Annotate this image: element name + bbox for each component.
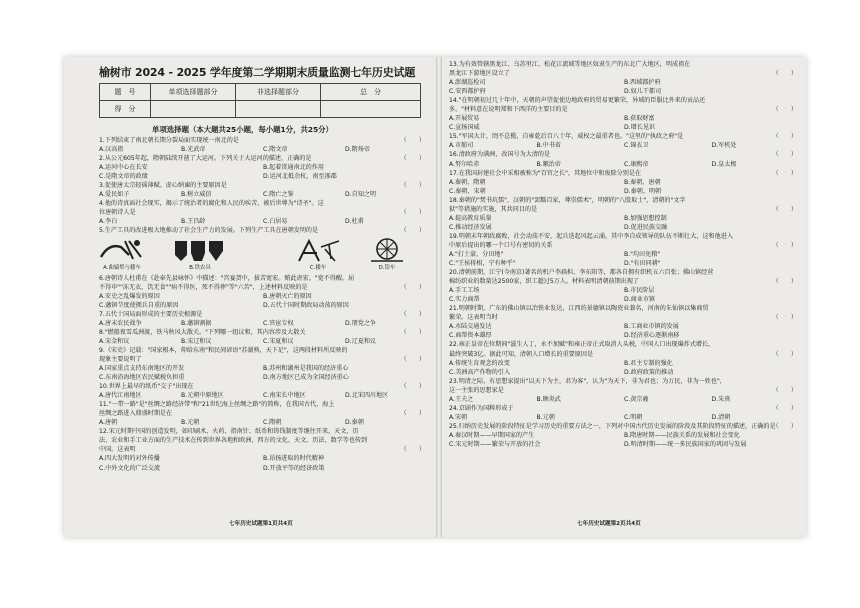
answer-options bbox=[449, 431, 799, 440]
answer-option: C.中外文化的广泛交流 bbox=[99, 464, 161, 472]
answer-option: A.提高教育质量 bbox=[449, 214, 492, 222]
question-line bbox=[449, 60, 799, 69]
question-line bbox=[99, 328, 427, 337]
page-2 bbox=[442, 57, 806, 537]
answer-bracket[interactable]: （ ） bbox=[772, 151, 797, 159]
question-text: 23.明清之际，有思想家提出"以天下为主，君为客"，认为"为天下，非为君也；为万民，非为一姓也"， bbox=[449, 377, 726, 385]
question-text: 8."燃船夜雪瓜洲渡，铁马秋风大散关。"下列哪一组议和，其内容涉及大散关 bbox=[99, 328, 306, 336]
answer-option: C.黄宗羲 bbox=[624, 395, 649, 403]
page-footer: 七年历史试题第2页共4页 bbox=[577, 521, 641, 527]
answer-option: D.五代十国时期政局动荡的原因 bbox=[263, 301, 349, 309]
answer-option: D.北宋四川地区 bbox=[345, 392, 389, 400]
question-line bbox=[449, 313, 799, 322]
score-table-header-row bbox=[100, 84, 421, 101]
answer-option: B.市民阶层 bbox=[624, 287, 655, 295]
answer-option: A.宋朝 bbox=[449, 413, 468, 421]
answer-bracket[interactable]: （ ） bbox=[400, 283, 425, 291]
answer-options bbox=[99, 454, 427, 463]
question-line bbox=[449, 205, 799, 214]
answer-option: A.爱民如子 bbox=[99, 191, 130, 199]
question-line bbox=[99, 310, 427, 319]
answer-option: B.获取财富 bbox=[624, 115, 655, 123]
question-text: 17.在我国封建社会中采相被称为"百官之长"，其地位中和废除分别是在 bbox=[449, 169, 642, 177]
question-line bbox=[99, 400, 427, 409]
tool-figure bbox=[171, 237, 229, 273]
answer-option: B.宋辽和议 bbox=[181, 337, 212, 345]
answer-option: D.开放平等的经济政策 bbox=[263, 464, 325, 472]
answer-option: B."均田免粮" bbox=[624, 250, 661, 258]
answer-option: C.明朝 bbox=[624, 413, 643, 421]
answer-option: A.唐末农民战争 bbox=[99, 319, 142, 327]
answer-option: A.开展贸易 bbox=[449, 115, 480, 123]
question-text: 21.明朝时期，广东的佛山镇以冶铁业发达，江西的景德镇以陶瓷业兼名，河南的朱仙镇以集商贸 bbox=[449, 305, 709, 313]
score-cell-blank bbox=[151, 101, 236, 118]
tool-caption: D.筒车 bbox=[378, 264, 396, 271]
question-line bbox=[99, 436, 427, 445]
answer-bracket[interactable]: （ ） bbox=[400, 182, 425, 190]
seed-drill-icon bbox=[295, 237, 341, 263]
answer-bracket[interactable]: （ ） bbox=[772, 350, 797, 358]
answer-bracket[interactable]: （ ） bbox=[400, 209, 425, 217]
answer-bracket[interactable]: （ ） bbox=[772, 133, 797, 141]
answer-bracket[interactable]: （ ） bbox=[772, 169, 797, 177]
answer-options bbox=[99, 364, 427, 373]
question-text: 11."一带一路"是"丝绸之路经济带"和"21世纪海上丝绸之路"的简称，在我国古代，海上 bbox=[99, 401, 335, 409]
answer-option: D.朱熹 bbox=[711, 395, 731, 403]
question-line bbox=[99, 274, 427, 283]
score-table bbox=[99, 83, 421, 118]
answer-option: C.实力商帮 bbox=[449, 296, 480, 304]
answer-option: D.南方地区已成为全国经济重心 bbox=[263, 374, 349, 382]
question-text: 13.为有效管辖黑龙江、乌苏里江、松花江流域等地区奴隶生产的东北广大地区，明成祖在 bbox=[449, 61, 691, 68]
score-cell-blank bbox=[321, 101, 421, 118]
question-line bbox=[99, 409, 427, 418]
answer-option: B.西域都护府 bbox=[624, 79, 661, 87]
answer-option: D.杜甫 bbox=[345, 218, 364, 226]
answer-option: C.秦朝、宋朝 bbox=[449, 187, 486, 195]
answer-option: B.工商业市镇的发展 bbox=[624, 323, 679, 331]
answer-bracket[interactable]: （ ） bbox=[772, 241, 797, 249]
answer-option: C.官宦专权 bbox=[263, 319, 294, 327]
question-text: 25.归纳历史发展的阶段特征是学习历史的重要方法之一，下列对中国古代历史发展的阶段及其阶段特征的描述，正确的是 bbox=[449, 422, 776, 430]
answer-option: B.元朝 bbox=[536, 413, 555, 421]
answer-bracket[interactable]: （ ） bbox=[772, 404, 797, 412]
answer-option: B.隋唐时期——民族关系的发展和社会变化 bbox=[624, 431, 740, 439]
answer-option: C.商帮资本雄厚 bbox=[449, 332, 492, 340]
question-line bbox=[449, 350, 799, 359]
answer-option: D.隋炀帝 bbox=[345, 146, 370, 154]
question-text: 繁荣。这表明当时 bbox=[449, 314, 498, 322]
answer-option: A.努尔哈赤 bbox=[449, 160, 480, 168]
answer-options bbox=[449, 78, 799, 87]
exam-title: 榆树市 2024 - 2025 学年度第二学期期末质量监测七年历史试题 bbox=[99, 66, 416, 79]
question-line bbox=[449, 277, 799, 286]
answer-option: C.安西都护府 bbox=[449, 88, 486, 96]
answer-option: C.推动经济发展 bbox=[449, 223, 492, 231]
question-line bbox=[449, 377, 799, 386]
answer-option: A.秦朝、隋朝 bbox=[449, 178, 486, 186]
question-text: 4.他的诗真面社会现实，揭示了统治者的腐化和人民的疾苦，被后世尊为"诗圣"。这 bbox=[99, 200, 324, 208]
answer-bracket[interactable]: （ ） bbox=[772, 70, 797, 78]
answer-option: C.隋亡之鉴 bbox=[263, 191, 294, 199]
answer-option: A.手工工场 bbox=[449, 287, 480, 295]
score-cell-blank bbox=[236, 101, 321, 118]
answer-option: D.增长见识 bbox=[624, 124, 656, 132]
answer-options bbox=[99, 319, 427, 328]
question-line bbox=[99, 382, 427, 391]
answer-option: A.安史之乱爆发的原因 bbox=[99, 292, 160, 300]
answer-options bbox=[99, 418, 427, 427]
score-cell: 单项选择题部分 bbox=[151, 84, 236, 101]
question-line bbox=[449, 69, 799, 78]
answer-bracket[interactable]: （ ） bbox=[400, 155, 425, 163]
answer-option: D."有田同耕" bbox=[624, 260, 661, 268]
answer-bracket[interactable]: （ ） bbox=[400, 227, 425, 235]
tool-figure bbox=[99, 237, 145, 273]
question-text: 7.五代十国局面形成的主要历史根源是 bbox=[99, 310, 203, 318]
question-text: 22.雍正皇帝在位期间"滋生人丁，永不加赋"和雍正帝正式取消人头税，中国人口出现爆炸式增长， bbox=[449, 341, 715, 349]
answer-option: C.康熙帝 bbox=[624, 160, 649, 168]
question-line bbox=[99, 199, 427, 208]
answer-option: B.昂扬进取的时代精神 bbox=[263, 455, 324, 463]
question-list-left bbox=[99, 136, 427, 473]
question-text: 不得申""冻无衣，饥无食""病不得医，死不得葬"等"六苦"，上述材料反映的是 bbox=[99, 283, 308, 291]
question-line bbox=[449, 132, 799, 141]
answer-option: A.李白 bbox=[99, 218, 118, 226]
question-text: 多。"材料意在说明郑和下西洋的主要目的是 bbox=[449, 106, 568, 114]
answer-option: C.隋朝 bbox=[263, 419, 282, 427]
question-text: 16.清政府为满洲，改国号为大清的是 bbox=[449, 151, 551, 159]
answer-bracket[interactable]: （ ） bbox=[772, 314, 797, 322]
answer-bracket[interactable]: （ ） bbox=[400, 410, 425, 418]
question-text: 棉纺织业的数量达2500家，织工超过5万人。材料表明清朝前期出现了 bbox=[449, 278, 640, 286]
answer-options bbox=[449, 214, 799, 223]
answer-option: D.军机处 bbox=[711, 142, 737, 150]
answer-option: C."王侯将相，宁有种乎" bbox=[449, 260, 516, 268]
answer-option: D.商业市镇 bbox=[624, 296, 656, 304]
answer-option: B.元朝 bbox=[181, 419, 200, 427]
answer-option: C.东南沿海地区农民赋税负担重 bbox=[99, 374, 185, 382]
answer-options bbox=[449, 331, 799, 340]
question-text: 2.从公元605年起，隋朝陆续开凿了大运河。下列关于大运河的描述，正确的是 bbox=[99, 155, 312, 163]
question-text: 丝绸之路进入鼎盛时期是在 bbox=[99, 410, 173, 418]
answer-option: A."打土豪，分田地" bbox=[449, 250, 504, 258]
tool-figure bbox=[369, 237, 405, 273]
question-text: 狱"等措施的实施，其共同目的是 bbox=[449, 205, 538, 213]
question-line bbox=[99, 181, 427, 190]
question-line bbox=[99, 346, 427, 355]
answer-options bbox=[99, 172, 427, 181]
answer-option: D.辽夏和议 bbox=[345, 337, 377, 345]
answer-options bbox=[449, 141, 799, 150]
answer-option: A.四大发明的对外传播 bbox=[99, 455, 160, 463]
score-cell: 总 分 bbox=[321, 84, 421, 101]
answer-options bbox=[99, 464, 427, 473]
question-line bbox=[99, 226, 427, 235]
question-text: 中国。这表明 bbox=[99, 446, 136, 454]
section-title: 单项选择题（本大题共25小题，每小题1分，共25分） bbox=[152, 125, 333, 134]
answer-option: B.起着贯通南北的作用 bbox=[263, 164, 324, 172]
score-cell: 得 分 bbox=[100, 101, 151, 118]
question-line bbox=[449, 105, 799, 114]
answer-option: C.白居易 bbox=[263, 218, 288, 226]
score-table-score-row bbox=[100, 101, 421, 118]
question-text: 24.京剧作为国粹形成于 bbox=[449, 404, 514, 412]
question-line bbox=[99, 427, 427, 436]
question-text: 中原后提出的哪一个口号有密切的关系 bbox=[449, 241, 553, 249]
answer-option: D.皇太极 bbox=[711, 160, 737, 168]
answer-option: C.宣扬国威 bbox=[449, 124, 480, 132]
answer-option: D.清朝 bbox=[711, 413, 731, 421]
question-text: 18.秦朝的"焚书坑儒"，汉朝的"罢黜百家，尊崇儒术"，明朝的"八股取士"，清朝的"文字 bbox=[449, 196, 686, 204]
answer-options bbox=[449, 322, 799, 331]
tool-caption: B.铁农具 bbox=[189, 264, 211, 271]
answer-options bbox=[449, 395, 799, 404]
answer-option: A.运河中心在长安 bbox=[99, 164, 148, 172]
question-line bbox=[449, 169, 799, 178]
question-text: 这一主张的思想家是 bbox=[449, 386, 504, 394]
answer-options bbox=[449, 114, 799, 123]
question-text: 最终突破3亿。据此可知，清朝人口增长的重要原因是 bbox=[449, 350, 594, 358]
answer-option: C.是隋文帝的政绩 bbox=[99, 173, 148, 181]
answer-options bbox=[99, 292, 427, 301]
answer-option: B.顺治帝 bbox=[536, 160, 561, 168]
answer-bracket[interactable]: （ ） bbox=[400, 310, 425, 318]
answer-option: D.朋党之争 bbox=[345, 319, 377, 327]
answer-bracket[interactable]: （ ） bbox=[400, 355, 425, 363]
answer-bracket[interactable]: （ ） bbox=[772, 205, 797, 213]
question-line bbox=[449, 150, 799, 159]
answer-option: D.明清时期——统一多民族国家的巩固与发展 bbox=[624, 440, 747, 448]
question-line bbox=[449, 404, 799, 413]
answer-option: A.唐朝 bbox=[99, 419, 118, 427]
answer-bracket[interactable]: （ ） bbox=[400, 328, 425, 336]
answer-option: A.唐代江南地区 bbox=[99, 392, 142, 400]
answer-options bbox=[449, 359, 799, 368]
question-text: 20.清朝前期，江宁(今南京)著名的机户李扁担、李东阳等，都各自拥有织机五六百张；佛山镇经营 bbox=[449, 269, 714, 277]
question-text: 5.生产工具的改进极大地推动了社会生产力的发展。下列生产工具在唐朝发明的是 bbox=[99, 227, 319, 235]
answer-option: B.藩镇割据 bbox=[181, 319, 212, 327]
answer-option: B.树立威信 bbox=[181, 191, 212, 199]
question-text: 19.明朝末年朝政腐败，社会动荡不安，起兵迭起风起云涌，其中李自成领导的队伍不断壮大，这和他进入 bbox=[449, 232, 733, 240]
answer-bracket[interactable]: （ ） bbox=[772, 278, 797, 286]
tool-figure bbox=[295, 237, 341, 273]
question-line bbox=[449, 241, 799, 250]
exam-paper bbox=[64, 57, 806, 537]
answer-options bbox=[449, 440, 799, 449]
answer-options bbox=[449, 223, 799, 232]
answer-options bbox=[99, 190, 427, 199]
tool-images-row bbox=[99, 237, 427, 273]
answer-options bbox=[449, 178, 799, 187]
question-line bbox=[449, 386, 799, 395]
question-text: 14."在明朝初过几十年中，天朝的声望促使边地政府的贸易更繁荣，异域的臣服比外来的贡品还 bbox=[449, 97, 706, 105]
answer-options bbox=[449, 187, 799, 196]
answer-options bbox=[99, 301, 427, 310]
answer-option: D.秦朝、明朝 bbox=[624, 187, 662, 195]
iron-tools-icon bbox=[171, 237, 229, 263]
answer-option: B.中书省 bbox=[536, 142, 561, 150]
answer-options bbox=[449, 160, 799, 169]
question-line bbox=[99, 154, 427, 163]
answer-bracket[interactable]: （ ） bbox=[400, 383, 425, 391]
question-text: 10.世界上最早的纸币"交子"出现在 bbox=[99, 383, 194, 391]
answer-options bbox=[99, 373, 427, 382]
answer-option: D.运河北抵余杭，南至涿郡 bbox=[263, 173, 337, 181]
question-line bbox=[449, 304, 799, 313]
question-line bbox=[449, 96, 799, 105]
answer-option: D.奴儿干都司 bbox=[624, 88, 662, 96]
answer-option: B.顾炎武 bbox=[536, 395, 561, 403]
answer-option: C.宋夏和议 bbox=[263, 337, 294, 345]
question-line bbox=[99, 355, 427, 364]
answer-option: A.汉高祖 bbox=[99, 146, 124, 154]
question-line bbox=[99, 283, 427, 292]
water-wheel-icon bbox=[369, 237, 405, 263]
answer-options bbox=[449, 87, 799, 96]
question-text: 12.宋元时期中国的创造发明，如印刷术、火药、指南针、纸币和铸钱制度等继往开来，天文、历 bbox=[99, 428, 359, 436]
answer-option: C.隋文帝 bbox=[263, 146, 288, 154]
answer-bracket[interactable]: （ ） bbox=[400, 137, 425, 144]
answer-option: A.宋金和议 bbox=[99, 337, 130, 345]
tool-caption: A.曲辕犁与耧车 bbox=[103, 264, 141, 271]
question-line bbox=[449, 232, 799, 241]
question-line bbox=[449, 340, 799, 349]
answer-option: B.王昌龄 bbox=[181, 218, 206, 226]
score-cell: 非选择题部分 bbox=[236, 84, 321, 101]
question-text: 1.下列结束了南北朝长期分裂局面实现统一南北的是 bbox=[99, 137, 239, 144]
question-line bbox=[449, 196, 799, 205]
answer-options bbox=[449, 413, 799, 422]
answer-bracket[interactable]: （ ） bbox=[772, 422, 797, 430]
answer-options bbox=[449, 368, 799, 377]
curved-plough-icon bbox=[99, 237, 145, 263]
answer-option: B.加强思想控制 bbox=[624, 214, 667, 222]
answer-option: B.光武帝 bbox=[181, 146, 206, 154]
answer-bracket[interactable]: （ ） bbox=[400, 446, 425, 454]
question-line bbox=[99, 208, 427, 217]
answer-options bbox=[99, 145, 427, 154]
answer-option: D.自知之明 bbox=[345, 191, 377, 199]
answer-option: A.传统生育观念的改变 bbox=[449, 359, 510, 367]
question-text: 9.《宋史》记载："国家根本，仰给东南"和民间谚语"苏湖熟，天下足"，这两段材料所反映的 bbox=[99, 346, 348, 354]
answer-option: B.秦朝、唐朝 bbox=[624, 178, 661, 186]
answer-option: D.政府政策的推动 bbox=[624, 368, 674, 376]
answer-options bbox=[99, 217, 427, 226]
answer-options bbox=[449, 286, 799, 295]
answer-options bbox=[449, 123, 799, 132]
answer-option: A.澎湖巡检司 bbox=[449, 79, 486, 87]
question-line bbox=[449, 268, 799, 277]
answer-options bbox=[449, 295, 799, 304]
answer-option: D.秦朝 bbox=[345, 419, 364, 427]
question-text: 位唐朝诗人是 bbox=[99, 209, 136, 217]
question-text: 6.唐朝诗人杜甫在《赴奉先县咏怀》中描述："宫宴贺中，拔苦宽宏。贿此虐宏。"宽不得醒，屈 bbox=[99, 274, 355, 282]
answer-option: C.南宋长中地区 bbox=[263, 392, 306, 400]
answer-bracket[interactable]: （ ） bbox=[772, 106, 797, 114]
question-text: 3.促使唐太宗轻徭薄赋、虚心纳谏的主要原因是 bbox=[99, 182, 227, 190]
question-text: 现象主要说明了 bbox=[99, 355, 142, 363]
question-text: 黑龙江下游地区设立了 bbox=[449, 70, 510, 78]
question-line bbox=[99, 136, 427, 145]
question-list-right bbox=[449, 60, 799, 449]
answer-options bbox=[99, 163, 427, 172]
question-text: 法、农业和手工业方面的生产技术在传到世界各地和欧洲，西方的文化、天文、历法、数学等也传到 bbox=[99, 437, 368, 445]
answer-option: A.国家重点支持东南地区的开发 bbox=[99, 364, 185, 372]
answer-option: C.藩镇节度使拥兵自重的原因 bbox=[99, 301, 179, 309]
answer-option: A.秦汉时期——早期国家的产生 bbox=[449, 431, 535, 439]
answer-option: B.唐朝灭亡的原因 bbox=[263, 292, 312, 300]
answer-option: A.水陆交通发达 bbox=[449, 323, 492, 331]
answer-option: C.美洲高产作物的引入 bbox=[449, 368, 511, 376]
answer-option: D.促进民族交融 bbox=[624, 223, 668, 231]
answer-option: D.经济重心逐渐南移 bbox=[624, 332, 680, 340]
answer-option: B.苏州和湖州是我国的经济重心 bbox=[263, 364, 349, 372]
answer-bracket[interactable]: （ ） bbox=[772, 386, 797, 394]
page-footer: 七年历史试题第1页共4页 bbox=[229, 521, 293, 527]
page-1 bbox=[64, 57, 436, 537]
answer-option: A.王夫之 bbox=[449, 395, 474, 403]
question-text: 15."军国大计，罔不总揽，自雍乾后百八十年，威权之最重者也。"这里的"执政之府"是 bbox=[449, 133, 684, 141]
answer-option: B.君主专制的强化 bbox=[624, 359, 673, 367]
answer-options bbox=[449, 259, 799, 268]
question-line bbox=[449, 422, 799, 431]
tool-caption: C.耧车 bbox=[309, 264, 327, 271]
score-cell: 题 号 bbox=[100, 84, 151, 101]
answer-options bbox=[99, 337, 427, 346]
question-line bbox=[99, 445, 427, 454]
answer-option: C.宋元时期——繁荣与开放的社会 bbox=[449, 440, 541, 448]
answer-options bbox=[99, 391, 427, 400]
answer-option: B.元朝中原地区 bbox=[181, 392, 224, 400]
answer-option: A.市舶司 bbox=[449, 142, 474, 150]
answer-options bbox=[449, 250, 799, 259]
answer-option: C.锦衣卫 bbox=[624, 142, 649, 150]
